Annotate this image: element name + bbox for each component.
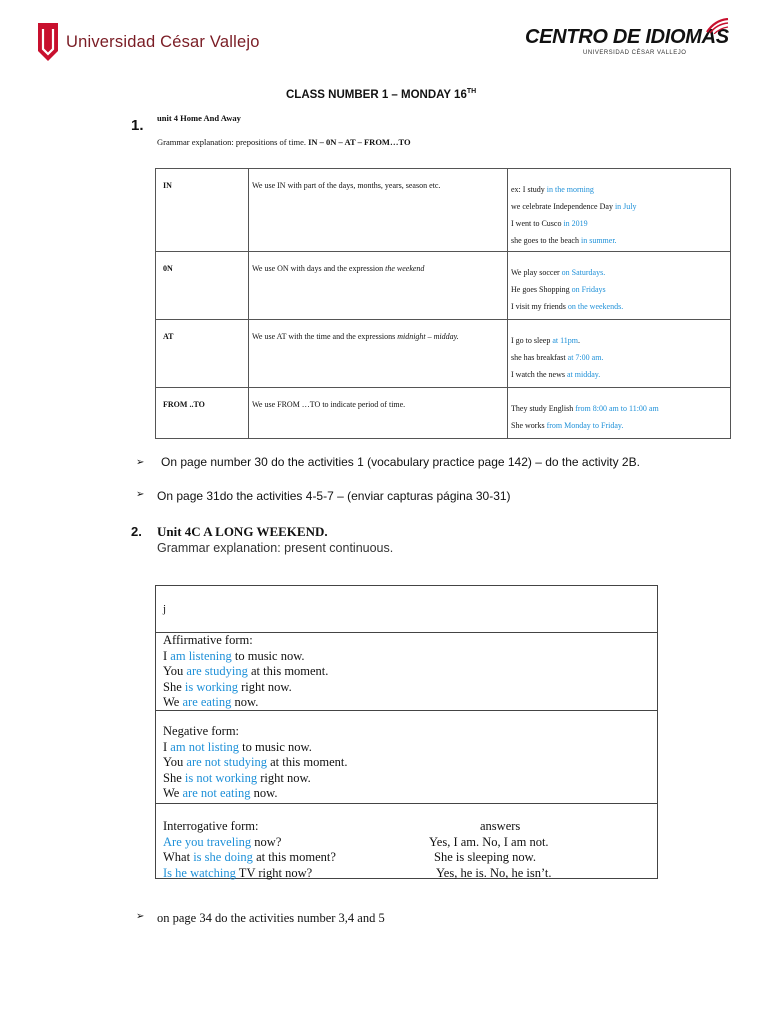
rule-text: We use AT with the time and the expressions midnight – midday. <box>252 332 459 341</box>
examples-cell <box>508 169 731 252</box>
example-line: I am not listing to music now. <box>163 739 312 754</box>
example-line: I am listening to music now. <box>163 648 305 663</box>
example-line: You are not studying at this moment. <box>163 755 348 769</box>
grammar-text: prepositions of time. <box>235 137 309 147</box>
ucv-logo <box>38 22 260 62</box>
centro-idiomas-logo <box>525 18 730 56</box>
rule-text: We use ON with days and the expression the weekend <box>252 264 425 273</box>
table-top-cell <box>156 586 657 632</box>
ucv-shield-icon <box>38 23 58 61</box>
interrogative-section <box>156 803 657 880</box>
example-line: she goes to the beach in summer. <box>511 236 617 245</box>
examples-cell <box>508 388 731 439</box>
rule-cell <box>249 320 508 388</box>
arrow-bullet-icon: ➢ <box>136 911 145 922</box>
section-2-grammar: Grammar explanation: present continuous. <box>157 541 394 555</box>
answers-label: answers <box>480 819 521 833</box>
affirmative-title: Affirmative form: <box>163 633 253 647</box>
top-cell-text: j <box>163 603 167 615</box>
question-line: What is she doing at this moment? She is sleeping now. <box>163 850 536 864</box>
example-line: I went to Cusco in 2019 <box>511 219 588 228</box>
ci-subtitle: UNIVERSIDAD CÉSAR VALLEJO <box>583 50 687 56</box>
ci-name: CENTRO DE IDIOMAS <box>525 26 729 48</box>
rule-text: We use FROM …TO to indicate period of time. <box>252 400 406 409</box>
section-2-unit: Unit 4C A LONG WEEKEND. <box>157 524 328 539</box>
title-sup: TH <box>466 88 477 95</box>
answer-text: Yes, he is. No, he isn’t. <box>436 865 552 880</box>
example-line: We are not eating now. <box>163 786 278 800</box>
prep-cell <box>156 388 249 439</box>
swoosh-icon <box>705 18 729 34</box>
interrogative-title: Interrogative form: <box>163 819 259 833</box>
section-2-number: 2. <box>131 524 142 539</box>
affirmative-section <box>156 632 657 710</box>
bullet-text: On page number 30 do the activities 1 (vocabulary practice page 142) – do the activity 2B. <box>161 455 640 469</box>
rule-text: We use IN with part of the days, months, years, season etc. <box>252 181 441 190</box>
example-line: She is working right now. <box>163 679 292 694</box>
example-line: They study English from 8:00 am to 11:00 am <box>511 404 659 413</box>
example-line: we celebrate Independence Day in July <box>511 202 637 211</box>
negative-title: Negative form: <box>163 724 240 738</box>
section-1-grammar <box>157 137 411 147</box>
prep-cell <box>156 320 249 388</box>
table-row <box>156 320 731 388</box>
example-line: I watch the news at midday. <box>511 370 601 379</box>
example-line: You are studying at this moment. <box>163 664 329 678</box>
bullet-item <box>136 455 676 470</box>
bullet-item <box>136 489 676 503</box>
prep-cell <box>156 252 249 320</box>
title-text: CLASS NUMBER 1 – MONDAY 16 <box>286 88 467 101</box>
table-row <box>156 169 731 252</box>
example-line: She is not working right now. <box>163 770 311 785</box>
bullet-item <box>136 911 676 926</box>
arrow-bullet-icon: ➢ <box>136 457 145 468</box>
table-row <box>156 252 731 320</box>
prep-label: FROM ..TO <box>163 400 205 409</box>
rule-cell <box>249 169 508 252</box>
page-title <box>286 88 476 101</box>
rule-cell <box>249 252 508 320</box>
prep-label: IN <box>163 181 172 190</box>
ucv-name: Universidad César Vallejo <box>66 32 260 51</box>
section-1-number: 1. <box>131 117 144 134</box>
example-line: He goes Shopping on Fridays <box>511 285 606 294</box>
present-continuous-table <box>155 585 658 879</box>
example-line: We play soccer on Saturdays. <box>511 268 606 277</box>
section-1-unit: unit 4 Home And Away <box>157 113 241 123</box>
example-line: ex: I study in the morning <box>511 185 594 194</box>
rule-cell <box>249 388 508 439</box>
grammar-label: Grammar explanation: <box>157 137 236 147</box>
question-line: Are you traveling now? Yes, I am. No, I am not. <box>163 834 549 849</box>
negative-section <box>156 710 657 803</box>
example-line: she has breakfast at 7:00 am. <box>511 353 604 362</box>
grammar-bold: IN – 0N – AT – FROM…TO <box>308 137 411 147</box>
answer-text: She is sleeping now. <box>434 850 536 864</box>
table-row <box>156 388 731 439</box>
bullet-text: On page 31do the activities 4-5-7 – (enviar capturas página 30-31) <box>157 489 511 503</box>
example-line: We are eating now. <box>163 695 259 709</box>
example-line: I visit my friends on the weekends. <box>511 302 624 311</box>
example-line: She works from Monday to Friday. <box>511 421 624 430</box>
interrogative-header <box>163 819 657 835</box>
prep-label: AT <box>163 332 174 341</box>
examples-cell <box>508 320 731 388</box>
prep-label: 0N <box>163 264 173 273</box>
prep-cell <box>156 169 249 252</box>
examples-cell <box>508 252 731 320</box>
arrow-bullet-icon: ➢ <box>136 489 145 500</box>
answer-text: Yes, I am. No, I am not. <box>429 834 549 849</box>
question-line: Is he watching TV right now? Yes, he is. No, he isn’t. <box>163 865 552 880</box>
example-line: I go to sleep at 11pm. <box>511 336 581 345</box>
prepositions-table <box>155 168 731 439</box>
bullet-text: on page 34 do the activities number 3,4 and 5 <box>157 911 385 925</box>
